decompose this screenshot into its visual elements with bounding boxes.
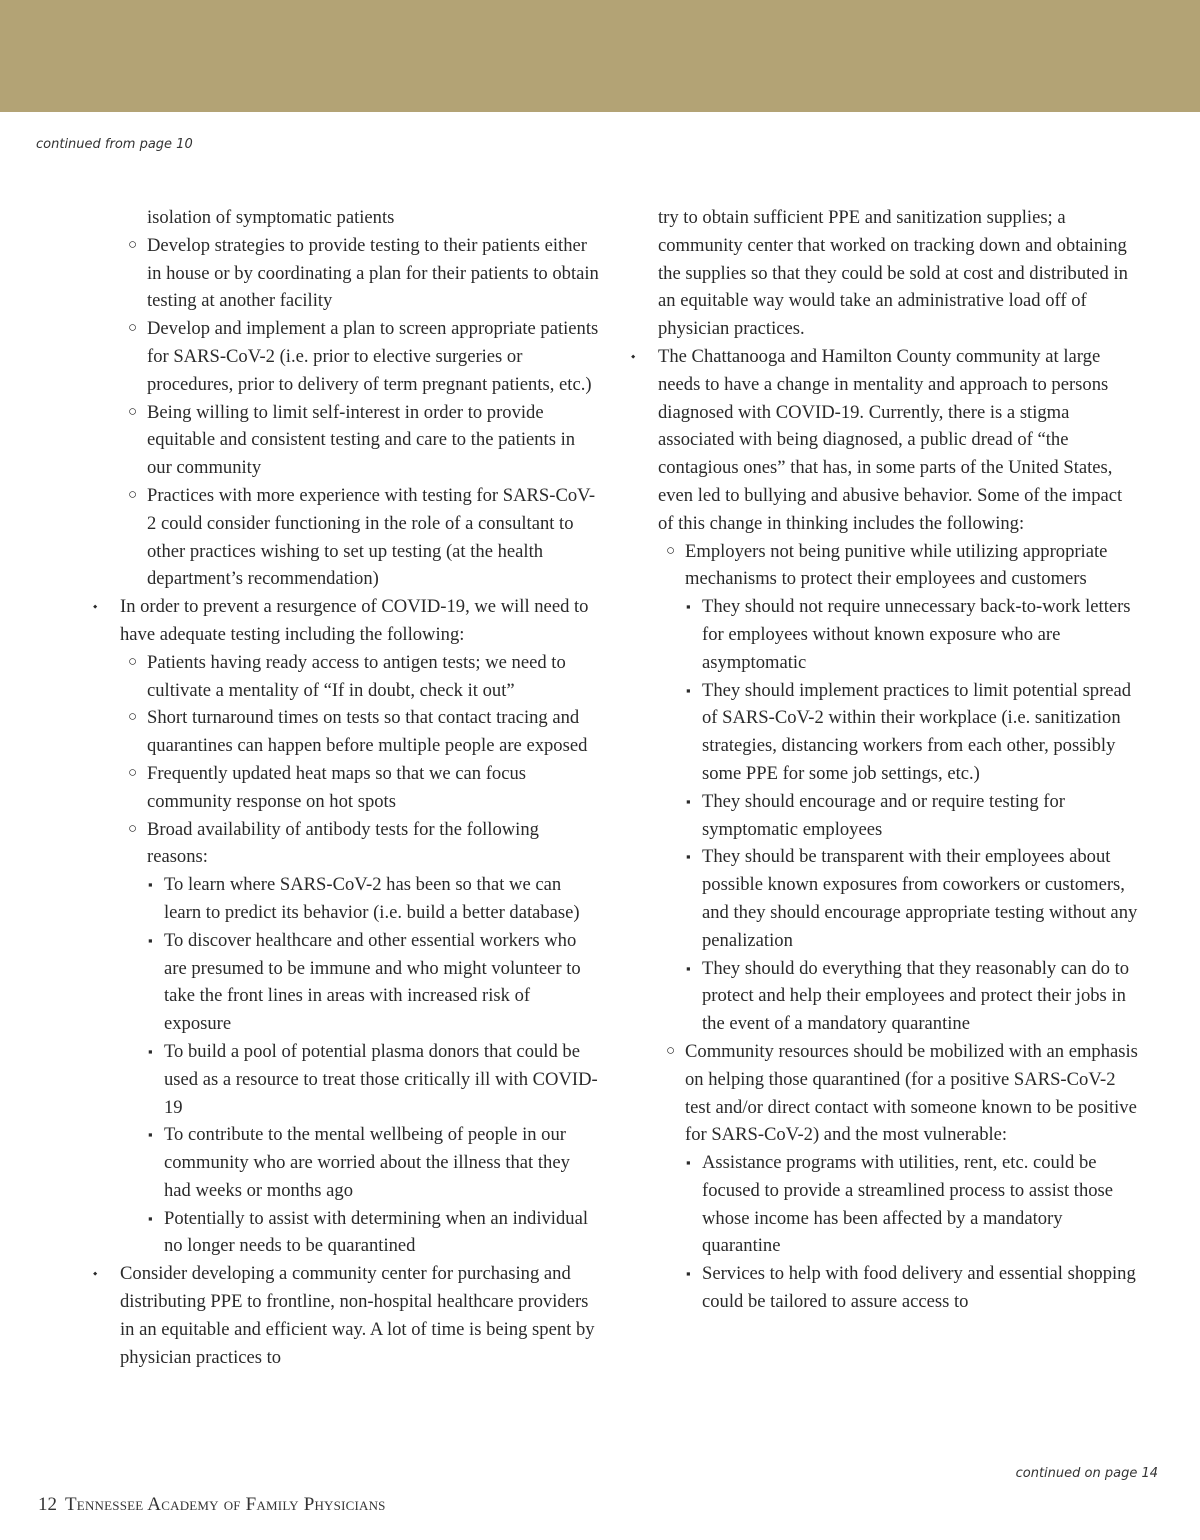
circle-bullet-icon: ○: [128, 653, 138, 670]
right-column: [618, 204, 1138, 1316]
list-item: ○ Employers not being punitive while utilizing appropriate mechanisms to protect their employees and customers: [618, 538, 1138, 594]
circle-bullet-icon: ○: [128, 820, 138, 837]
sub-list-employers: [618, 538, 1138, 594]
antibody-reasons-list: [80, 871, 600, 1260]
continued-on-note: continued on page 14: [1015, 1466, 1158, 1481]
square-bullet-icon: ▪: [686, 960, 691, 976]
list-item-testing: ⬩ In order to prevent a resurgence of COVID-19, we will need to have adequate testing including the following:: [80, 593, 600, 649]
list-item: ▪ Assistance programs with utilities, rent, etc. could be focused to provide a streamlined process to assist those whose income has been affected by a mandatory quarantine: [618, 1149, 1138, 1260]
diamond-bullet-icon: ⬩: [631, 348, 636, 363]
square-bullet-icon: ▪: [686, 1266, 691, 1282]
square-bullet-icon: ▪: [686, 682, 691, 698]
continued-from-note: continued from page 10: [36, 137, 193, 152]
list-item: ○ Broad availability of antibody tests for the following reasons:: [80, 816, 600, 872]
list-item: ○ Develop and implement a plan to screen appropriate patients for SARS-CoV-2 (i.e. prior to elective surgeries or procedures, prior to delivery of term pregnant patients, etc.): [80, 315, 600, 398]
list-item: ▪ To build a pool of potential plasma donors that could be used as a resource to treat those critically ill with COVID-19: [80, 1038, 600, 1121]
list-item: ▪ They should implement practices to limit potential spread of SARS-CoV-2 within their workplace (i.e. sanitization strategies, distancing workers from each other, possibly some PPE for some job settings, etc.): [618, 677, 1138, 788]
square-bullet-icon: ▪: [148, 1127, 153, 1143]
list-item: ▪ They should not require unnecessary back-to-work letters for employees without known exposure who are asymptomatic: [618, 593, 1138, 676]
circle-bullet-icon: ○: [128, 709, 138, 726]
list-item: ▪ Potentially to assist with determining when an individual no longer needs to be quarantined: [80, 1205, 600, 1261]
circle-bullet-icon: ○: [128, 486, 138, 503]
circle-bullet-icon: ○: [128, 403, 138, 420]
square-bullet-icon: ▪: [148, 877, 153, 893]
main-list-left-ppe: [80, 1260, 600, 1371]
page-footer: [38, 1494, 386, 1516]
list-item: ▪ To contribute to the mental wellbeing of people in our community who are worried about the illness that they had weeks or months ago: [80, 1121, 600, 1204]
header-band: [0, 0, 1200, 112]
main-list-left: [80, 593, 600, 649]
list-item-mentality: ⬩ The Chattanooga and Hamilton County community at large needs to have a change in mentality and approach to persons diagnosed with COVID-19. Currently, there is a stigma associated with being diagnosed, a public dread of “the contagious ones” that has, in some parts of the United States, even led to bullying and abusive behavior. Some of the impact of this change in thinking includes the following:: [618, 343, 1138, 538]
diamond-bullet-icon: ⬩: [93, 1266, 98, 1281]
sub-list-resources: [618, 1038, 1138, 1149]
circle-bullet-icon: ○: [128, 320, 138, 337]
list-item: ○ Develop strategies to provide testing to their patients either in house or by coordinating a plan for their patients to obtain testing at another facility: [80, 232, 600, 315]
sub-list-a: [80, 232, 600, 593]
left-column: [80, 204, 600, 1371]
page-number: 12: [38, 1494, 57, 1515]
square-bullet-icon: ▪: [686, 1155, 691, 1171]
main-list-right: [618, 343, 1138, 538]
resource-items-list: [618, 1149, 1138, 1316]
list-item: ▪ Services to help with food delivery and essential shopping could be tailored to assure access to: [618, 1260, 1138, 1316]
list-item: ▪ They should do everything that they reasonably can do to protect and help their employees and protect their jobs in the event of a mandatory quarantine: [618, 955, 1138, 1038]
employer-items-list: [618, 593, 1138, 1038]
diamond-bullet-icon: ⬩: [93, 599, 98, 614]
list-item: ▪ They should be transparent with their employees about possible known exposures from coworkers or customers, and they should encourage appropriate testing without any penalization: [618, 843, 1138, 954]
list-item: ○ Practices with more experience with testing for SARS-CoV-2 could consider functioning in the role of a consultant to other practices wishing to set up testing (at the health department’s recommendation): [80, 482, 600, 593]
list-item: ○ Patients having ready access to antigen tests; we need to cultivate a mentality of “If in doubt, check it out”: [80, 649, 600, 705]
list-item: ○ Community resources should be mobilized with an emphasis on helping those quarantined (for a positive SARS-CoV-2 test and/or direct contact with someone known to be positive for SARS-CoV-2) and the most vulnerable:: [618, 1038, 1138, 1149]
square-bullet-icon: ▪: [686, 599, 691, 615]
square-bullet-icon: ▪: [148, 932, 153, 948]
list-item-ppe: ⬩ Consider developing a community center for purchasing and distributing PPE to frontline, non-hospital healthcare providers in an equitable and efficient way. A lot of time is being spent by physician practices to: [80, 1260, 600, 1371]
list-item: ▪ To discover healthcare and other essential workers who are presumed to be immune and who might volunteer to take the front lines in areas with increased risk of exposure: [80, 927, 600, 1038]
circle-bullet-icon: ○: [666, 1042, 676, 1059]
circle-bullet-icon: ○: [128, 236, 138, 253]
list-item: ○ Being willing to limit self-interest in order to provide equitable and consistent testing and care to the patients in our community: [80, 399, 600, 482]
circle-bullet-icon: ○: [128, 764, 138, 781]
square-bullet-icon: ▪: [148, 1043, 153, 1059]
publication-name: Tennessee Academy of Family Physicians: [65, 1494, 386, 1515]
list-item: ○ Frequently updated heat maps so that we can focus community response on hot spots: [80, 760, 600, 816]
square-bullet-icon: ▪: [686, 793, 691, 809]
sub-list-b: [80, 649, 600, 871]
square-bullet-icon: ▪: [148, 1210, 153, 1226]
list-item: ▪ To learn where SARS-CoV-2 has been so that we can learn to predict its behavior (i.e. build a better database): [80, 871, 600, 927]
list-item: ○ Short turnaround times on tests so that contact tracing and quarantines can happen before multiple people are exposed: [80, 704, 600, 760]
list-item: ▪ They should encourage and or require testing for symptomatic employees: [618, 788, 1138, 844]
square-bullet-icon: ▪: [686, 849, 691, 865]
continued-item-text: try to obtain sufficient PPE and sanitization supplies; a community center that worked on tracking down and obtaining the supplies so that they could be sold at cost and distributed in an equitable way would take an administrative load off of physician practices.: [658, 207, 1128, 340]
circle-bullet-icon: ○: [666, 542, 676, 559]
continued-item-text: isolation of symptomatic patients: [147, 207, 395, 228]
